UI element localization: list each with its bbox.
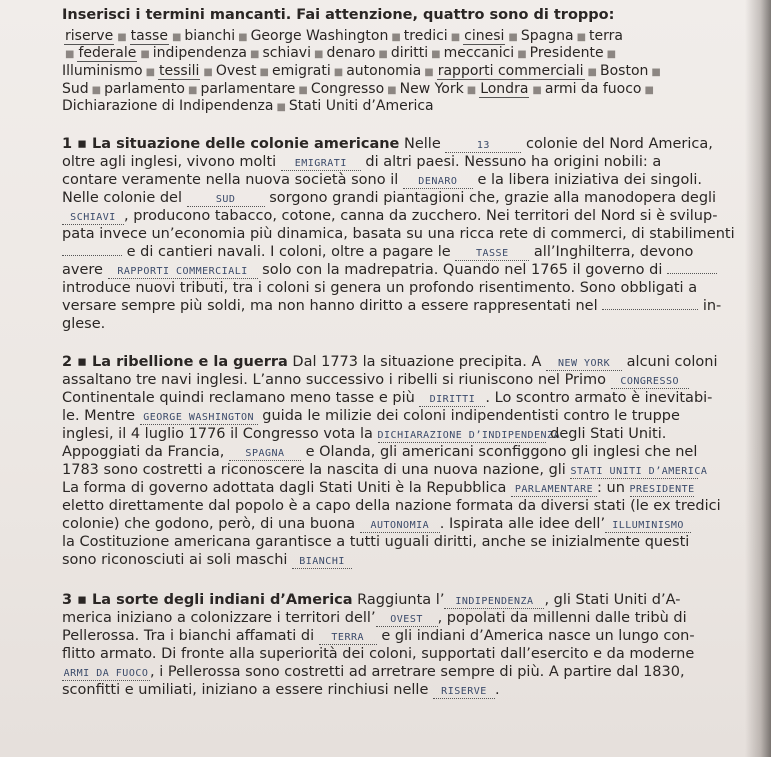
s2-line-9 <box>62 497 721 515</box>
text: Appoggiati da Francia, <box>62 444 225 460</box>
text: e Olanda, gli americani sconfiggono gli inglesi che nel <box>305 444 698 460</box>
word: riserve <box>65 28 114 44</box>
word: Boston <box>599 63 649 79</box>
s2-line-3 <box>62 389 712 407</box>
section-heading: 1 ▪ La situazione delle colonie americane <box>62 136 400 152</box>
text: Pellerossa. Tra i bianchi affamati di <box>62 628 315 644</box>
s2-line-7 <box>62 461 708 479</box>
page-edge-shadow <box>745 0 771 757</box>
answer-blank[interactable]: OVEST <box>376 614 438 627</box>
instruction-text: Inserisci i termini mancanti. Fai attenzione, quattro sono di troppo: <box>62 7 615 23</box>
text: colonie) che godono, però, di una buona <box>62 516 356 532</box>
text: pata invece un’economia più dinamica, basata su una ricca rete di commerci, di stabilimenti <box>62 226 735 242</box>
s2-line-12 <box>62 551 352 569</box>
answer-blank[interactable]: GEORGE WASHINGTON <box>140 412 258 425</box>
text: sconfitti e umiliati, iniziano a essere rinchiusi nelle <box>62 682 429 698</box>
s2-line-10 <box>62 515 691 533</box>
word: Stati Uniti d’America <box>288 98 434 114</box>
text: guida le milizie dei coloni indipendentisti contro le truppe <box>262 408 680 424</box>
word: Congresso <box>310 81 385 97</box>
answer-blank[interactable]: SCHIAVI <box>62 212 124 225</box>
s2-line-8 <box>62 479 694 497</box>
text: Nelle colonie del <box>62 190 183 206</box>
answer-blank[interactable]: TERRA <box>319 632 377 645</box>
text: e di cantieri navali. I coloni, oltre a pagare le <box>126 244 451 260</box>
word-bank-line-1: riserve ■ tasse ■ bianchi ■ George Washington ■ tredici ■ cinesi ■ Spagna ■ terra <box>65 28 623 44</box>
word: armi da fuoco <box>544 81 642 97</box>
answer-blank[interactable]: SUD <box>187 194 265 207</box>
s3-line-6 <box>62 681 500 699</box>
answer-blank[interactable]: BIANCHI <box>292 556 352 569</box>
s1-line-2 <box>62 153 661 171</box>
s1-line-4 <box>62 189 716 207</box>
text: . Lo scontro armato è inevitabi- <box>485 390 713 406</box>
text: all’Inghilterra, devono <box>533 244 694 260</box>
word: Londra <box>480 81 529 97</box>
s1-line-11 <box>62 315 105 333</box>
word: indipendenza <box>152 45 248 61</box>
word: Ovest <box>215 63 257 79</box>
text: , gli Stati Uniti d’A- <box>544 592 681 608</box>
s1-line-5 <box>62 207 717 225</box>
word: New York <box>399 81 464 97</box>
answer-blank[interactable]: TASSE <box>455 248 529 261</box>
word: parlamento <box>104 81 185 97</box>
word: George Washington <box>250 28 389 44</box>
text: inglesi, il 4 luglio 1776 il Congresso vota la <box>62 426 373 442</box>
text: Continentale quindi reclamano meno tasse e più <box>62 390 415 406</box>
s1-line-6 <box>62 225 735 243</box>
s1-line-7 <box>62 243 693 261</box>
s2-line-1 <box>62 353 718 371</box>
s3-line-3 <box>62 627 695 645</box>
answer-blank[interactable]: PRESIDENTE <box>629 484 695 495</box>
word: emigrati <box>272 63 331 79</box>
answer-blank[interactable]: STATI UNITI D’AMERICA <box>570 466 708 477</box>
text: merica iniziano a colonizzare i territori dell’ <box>62 610 376 626</box>
answer-blank[interactable] <box>602 309 698 310</box>
answer-blank[interactable]: 13 <box>445 140 521 153</box>
answer-blank[interactable]: CONGRESSO <box>611 376 689 389</box>
text: versare sempre più soldi, ma non hanno diritto a essere rappresentati nel <box>62 298 598 314</box>
answer-blank[interactable] <box>62 255 122 256</box>
text: : un <box>597 480 625 496</box>
text: . Ispirata alle idee dell’ <box>439 516 606 532</box>
text: colonie del Nord America, <box>525 136 713 152</box>
s1-line-1 <box>62 135 713 153</box>
text: La forma di governo adottata dagli Stati Uniti è la Repubblica <box>62 480 507 496</box>
answer-blank[interactable]: RISERVE <box>433 686 495 699</box>
answer-blank[interactable]: ILLUMINISMO <box>605 520 691 533</box>
word-bank-line-3: Illuminismo ■ tessili ■ Ovest ■ emigrati ■ autonomia ■ rapporti commerciali ■ Boston ■ <box>62 63 661 79</box>
answer-blank[interactable]: RAPPORTI COMMERCIALI <box>108 266 258 279</box>
text: assaltano tre navi inglesi. L’anno successivo i ribelli si riuniscono nel Primo <box>62 372 607 388</box>
answer-blank[interactable]: DICHIARAZIONE D’INDIPENDENZA <box>377 430 561 441</box>
text: sorgono grandi piantagioni che, grazie alla manodopera degli <box>269 190 717 206</box>
word: denaro <box>326 45 376 61</box>
text: e gli indiani d’America nasce un lungo con- <box>381 628 695 644</box>
word: cinesi <box>464 28 505 44</box>
word: Dichiarazione di Indipendenza <box>62 98 274 114</box>
instruction <box>62 6 614 24</box>
s3-line-2 <box>62 609 687 627</box>
section-heading: 2 ▪ La ribellione e la guerra <box>62 354 288 370</box>
answer-blank[interactable]: ARMI DA FUOCO <box>63 668 149 679</box>
answer-blank[interactable]: INDIPENDENZA <box>444 596 544 609</box>
answer-blank[interactable]: EMIGRATI <box>281 158 361 171</box>
text: in- <box>702 298 722 314</box>
word: Illuminismo <box>62 63 143 79</box>
word: federale <box>78 45 137 61</box>
answer-blank[interactable]: AUTONOMIA <box>360 520 440 533</box>
text: Dal 1773 la situazione precipita. A <box>292 354 542 370</box>
s1-line-9 <box>62 279 697 297</box>
text: alcuni coloni <box>626 354 718 370</box>
s1-line-3 <box>62 171 702 189</box>
word-bank-line-4: Sud ■ parlamento ■ parlamentare ■ Congresso ■ New York ■ Londra ■ armi da fuoco ■ <box>62 81 654 97</box>
text: , producono tabacco, cotone, canna da zucchero. Nei territori del Nord si è svilup- <box>124 208 718 224</box>
text: glese. <box>62 316 106 332</box>
text: . <box>495 682 500 698</box>
word: tredici <box>403 28 448 44</box>
s3-line-1 <box>62 591 680 609</box>
word: bianchi <box>184 28 236 44</box>
text: contare veramente nella nuova società sono il <box>62 172 399 188</box>
word: schiavi <box>262 45 311 61</box>
text: degli Stati Uniti. <box>550 426 667 442</box>
text: di altri paesi. Nessuno ha origini nobili: a <box>365 154 662 170</box>
s2-line-11 <box>62 533 689 551</box>
text: le. Mentre <box>62 408 136 424</box>
word-bank-line-2: ■ federale ■ indipendenza ■ schiavi ■ denaro ■ diritti ■ meccanici ■ Presidente ■ <box>65 45 617 61</box>
s2-line-5 <box>62 425 666 443</box>
word: terra <box>589 28 623 44</box>
s1-line-10 <box>62 297 721 315</box>
text: solo con la madrepatria. Quando nel 1765 il governo di <box>262 262 663 278</box>
s3-line-5 <box>62 663 685 681</box>
text: la Costituzione americana garantisce a tutti uguali diritti, anche se inizialmente questi <box>62 534 690 550</box>
answer-blank[interactable]: SPAGNA <box>229 448 301 461</box>
word: Presidente <box>529 45 604 61</box>
text: e la libera iniziativa dei singoli. <box>477 172 702 188</box>
word: parlamentare <box>200 81 296 97</box>
text: sono riconosciuti ai soli maschi <box>62 552 288 568</box>
text: , popolati da millenni dalle tribù di <box>437 610 687 626</box>
answer-blank[interactable]: PARLAMENTARE <box>511 484 597 497</box>
text: eletto direttamente dal popolo è a capo della nazione formata da diversi stati (le ex tredici <box>62 498 721 514</box>
s3-line-4 <box>62 645 694 663</box>
word: Sud <box>62 81 89 97</box>
answer-blank[interactable]: DENARO <box>403 176 473 189</box>
text: flitto armato. Di fronte alla superiorità dei coloni, supportati dall’esercito e da moderne <box>62 646 695 662</box>
text: introduce nuovi tributi, tra i coloni si genera un profondo risentimento. Sono obbligati a <box>62 280 698 296</box>
word: Spagna <box>520 28 574 44</box>
answer-blank[interactable] <box>667 273 717 274</box>
word: meccanici <box>443 45 515 61</box>
text: avere <box>62 262 103 278</box>
s2-line-4 <box>62 407 680 425</box>
text: Nelle <box>404 136 441 152</box>
word: tessili <box>159 63 200 79</box>
text: Raggiunta l’ <box>357 592 445 608</box>
word-bank-line-5: Dichiarazione di Indipendenza ■ Stati Uniti d’America <box>62 98 434 114</box>
section-heading: 3 ▪ La sorte degli indiani d’America <box>62 592 353 608</box>
word: diritti <box>390 45 429 61</box>
text: oltre agli inglesi, vivono molti <box>62 154 277 170</box>
s2-line-6 <box>62 443 697 461</box>
answer-blank[interactable]: NEW YORK <box>546 358 622 371</box>
s1-line-8 <box>62 261 717 279</box>
word: tasse <box>130 28 168 44</box>
answer-blank[interactable]: DIRITTI <box>419 394 485 407</box>
text: 1783 sono costretti a riconoscere la nascita di una nuova nazione, gli <box>62 462 566 478</box>
text: , i Pellerossa sono costretti ad arretrare sempre di più. A partire dal 1830, <box>150 664 685 680</box>
word: autonomia <box>346 63 422 79</box>
s2-line-2 <box>62 371 689 389</box>
word: rapporti commerciali <box>437 63 584 79</box>
